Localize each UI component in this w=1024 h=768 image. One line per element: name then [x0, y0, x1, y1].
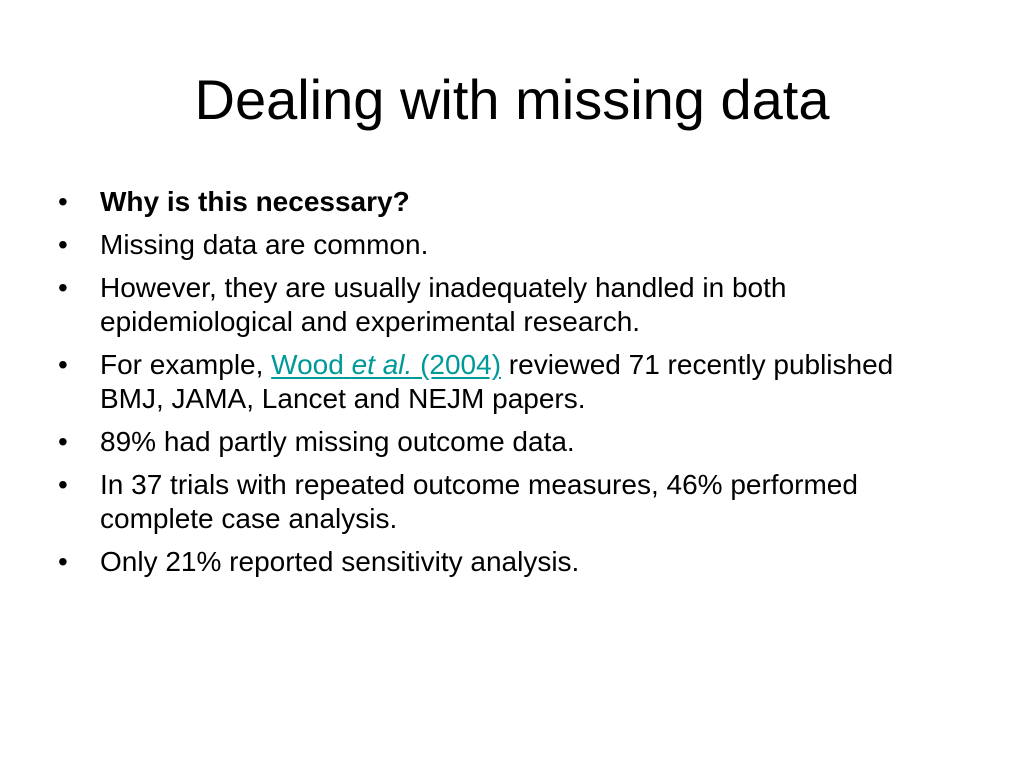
bullet-text-prefix: For example,: [100, 349, 272, 380]
bullet-list: [58, 185, 958, 588]
bullet-icon: •: [58, 349, 68, 380]
bullet-item: [58, 545, 958, 579]
citation-year: (2004): [420, 349, 502, 380]
bullet-text: 89% had partly missing outcome data.: [100, 426, 575, 457]
bullet-icon: •: [58, 229, 68, 260]
bullet-text: However, they are usually inadequately handled in both epidemiological and experimental research.: [100, 272, 787, 337]
bullet-icon: •: [58, 546, 68, 577]
wood-citation-link[interactable]: [271, 349, 501, 380]
slide-title: Dealing with missing data: [194, 68, 830, 131]
citation-etal: et al.: [351, 349, 413, 380]
bullet-text: In 37 trials with repeated outcome measures, 46% performed complete case analysis.: [100, 469, 858, 534]
bullet-item: [58, 425, 958, 459]
bullet-item: [58, 348, 958, 416]
bullet-text: Why is this necessary?: [100, 186, 410, 217]
bullet-icon: •: [58, 469, 68, 500]
citation-author: Wood: [271, 349, 344, 380]
bullet-text: Only 21% reported sensitivity analysis.: [100, 546, 580, 577]
bullet-text-suffix: reviewed 71 recently published BMJ, JAMA, Lancet and NEJM papers.: [100, 349, 894, 414]
bullet-item: [58, 228, 958, 262]
bullet-icon: •: [58, 272, 68, 303]
bullet-icon: •: [58, 426, 68, 457]
bullet-item: [58, 271, 958, 339]
bullet-item: [58, 185, 958, 219]
bullet-icon: •: [58, 186, 68, 217]
bullet-text: Missing data are common.: [100, 229, 429, 260]
bullet-item: [58, 468, 958, 536]
